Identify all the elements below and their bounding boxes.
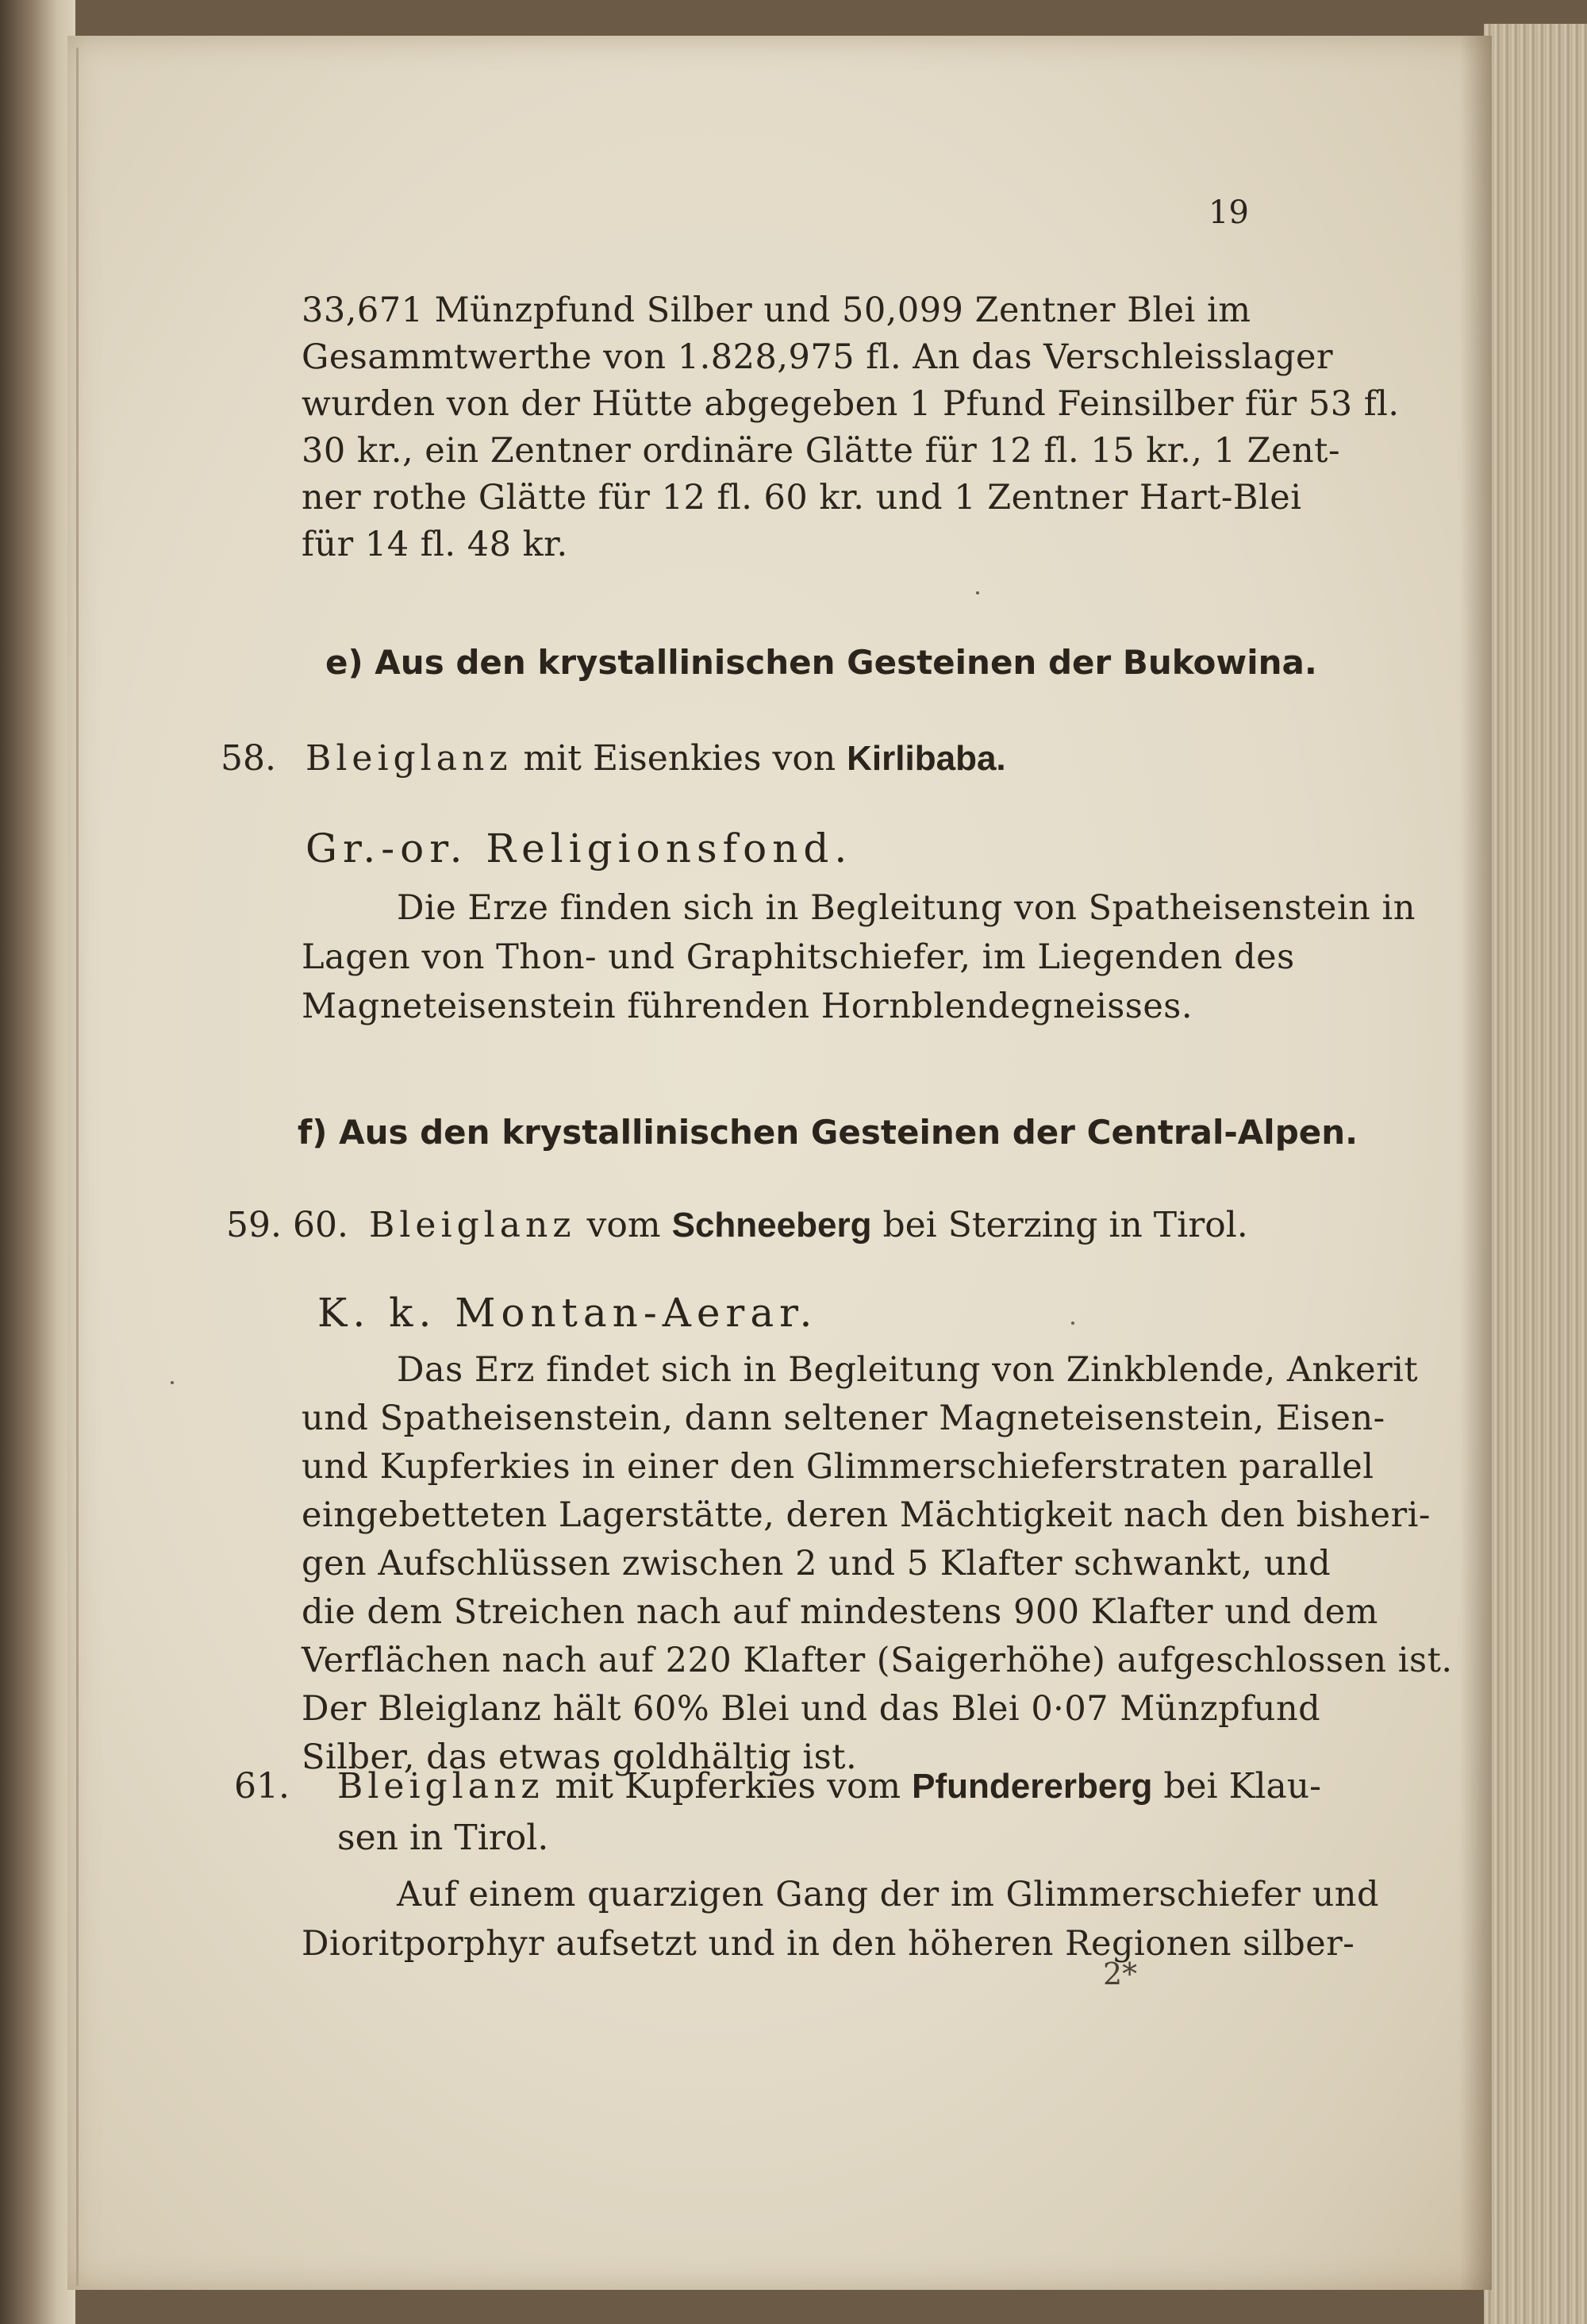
- paper-speck: [1071, 1322, 1074, 1325]
- item-text: vom: [586, 1205, 661, 1245]
- item-text: bei Klau-: [1163, 1766, 1321, 1806]
- intro-line: 30 kr., ein Zentner ordinäre Glätte für 12 fl. 15 kr., 1 Zent-: [302, 431, 1340, 471]
- owner-name: Gr.-or. Religionsfond.: [305, 825, 853, 872]
- item-text: mit Eisenkies von: [523, 738, 836, 779]
- section-heading-e: e) Aus den krystallinischen Gesteinen der Bukowina.: [325, 643, 1317, 682]
- description-line: Dioritporphyr aufsetzt und in den höheren Regionen silber-: [302, 1924, 1355, 1964]
- locality-name: Pfundererberg: [912, 1767, 1153, 1806]
- item-text: mit Kupferkies vom: [555, 1766, 901, 1806]
- locality-name: Kirlibaba.: [847, 739, 1006, 778]
- intro-line: Gesammtwerthe von 1.828,975 fl. An das Verschleisslager: [302, 337, 1334, 377]
- mineral-name: Bleiglanz: [369, 1205, 576, 1245]
- page-stack-edge: [1484, 24, 1587, 2324]
- item-number: 58.: [221, 738, 276, 779]
- gutter-line: [76, 48, 79, 2286]
- description-line: Die Erze finden sich in Begleitung von Spatheisenstein in: [397, 888, 1416, 928]
- item-text: bei Sterzing in Tirol.: [882, 1205, 1248, 1245]
- description-line: Verflächen nach auf 220 Klafter (Saigerhöhe) aufgeschlossen ist.: [302, 1641, 1453, 1680]
- description-line: und Spatheisenstein, dann seltener Magneteisenstein, Eisen-: [302, 1399, 1385, 1438]
- mineral-name: Bleiglanz: [305, 738, 513, 779]
- page-fold-shadow: [1460, 36, 1492, 2290]
- item-61-title-cont: sen in Tirol.: [337, 1818, 549, 1858]
- locality-name: Schneeberg: [671, 1206, 872, 1245]
- description-line: Silber, das etwas goldhältig ist.: [302, 1737, 858, 1777]
- mineral-name: Bleiglanz: [337, 1766, 544, 1806]
- item-number: 59. 60.: [226, 1205, 348, 1245]
- description-line: und Kupferkies in einer den Glimmerschieferstraten parallel: [302, 1447, 1374, 1487]
- paper-speck: [976, 591, 979, 594]
- item-61-title: [337, 1766, 1321, 1806]
- intro-line: wurden von der Hütte abgegeben 1 Pfund Feinsilber für 53 fl.: [302, 384, 1400, 424]
- left-page-edge: [0, 0, 75, 2324]
- paper-speck: [171, 1381, 174, 1384]
- description-line: Das Erz findet sich in Begleitung von Zinkblende, Ankerit: [397, 1350, 1419, 1390]
- item-5960-title: [369, 1205, 1248, 1245]
- description-line: eingebetteten Lagerstätte, deren Mächtigkeit nach den bisheri-: [302, 1495, 1431, 1535]
- description-line: die dem Streichen nach auf mindestens 900 Klafter und dem: [302, 1592, 1378, 1632]
- intro-line: ner rothe Glätte für 12 fl. 60 kr. und 1 Zentner Hart-Blei: [302, 478, 1302, 518]
- section-heading-f: f) Aus den krystallinischen Gesteinen der Central-Alpen.: [298, 1113, 1358, 1152]
- intro-line: 33,671 Münzpfund Silber und 50,099 Zentner Blei im: [302, 290, 1251, 330]
- description-line: Der Bleiglanz hält 60% Blei und das Blei 0·07 Münzpfund: [302, 1689, 1321, 1729]
- page-number: 19: [1209, 194, 1249, 231]
- intro-line: für 14 fl. 48 kr.: [302, 525, 568, 564]
- item-58-title: [305, 738, 1006, 779]
- description-line: Auf einem quarzigen Gang der im Glimmerschiefer und: [397, 1875, 1379, 1914]
- description-line: Magneteisenstein führenden Hornblendegneisses.: [302, 987, 1193, 1026]
- item-number: 61.: [234, 1766, 290, 1806]
- owner-name: K. k. Montan-Aerar.: [317, 1290, 818, 1336]
- description-line: Lagen von Thon- und Graphitschiefer, im Liegenden des: [302, 937, 1295, 977]
- signature-mark: 2*: [1103, 1957, 1138, 1991]
- description-line: gen Aufschlüssen zwischen 2 und 5 Klafter schwankt, und: [302, 1544, 1331, 1583]
